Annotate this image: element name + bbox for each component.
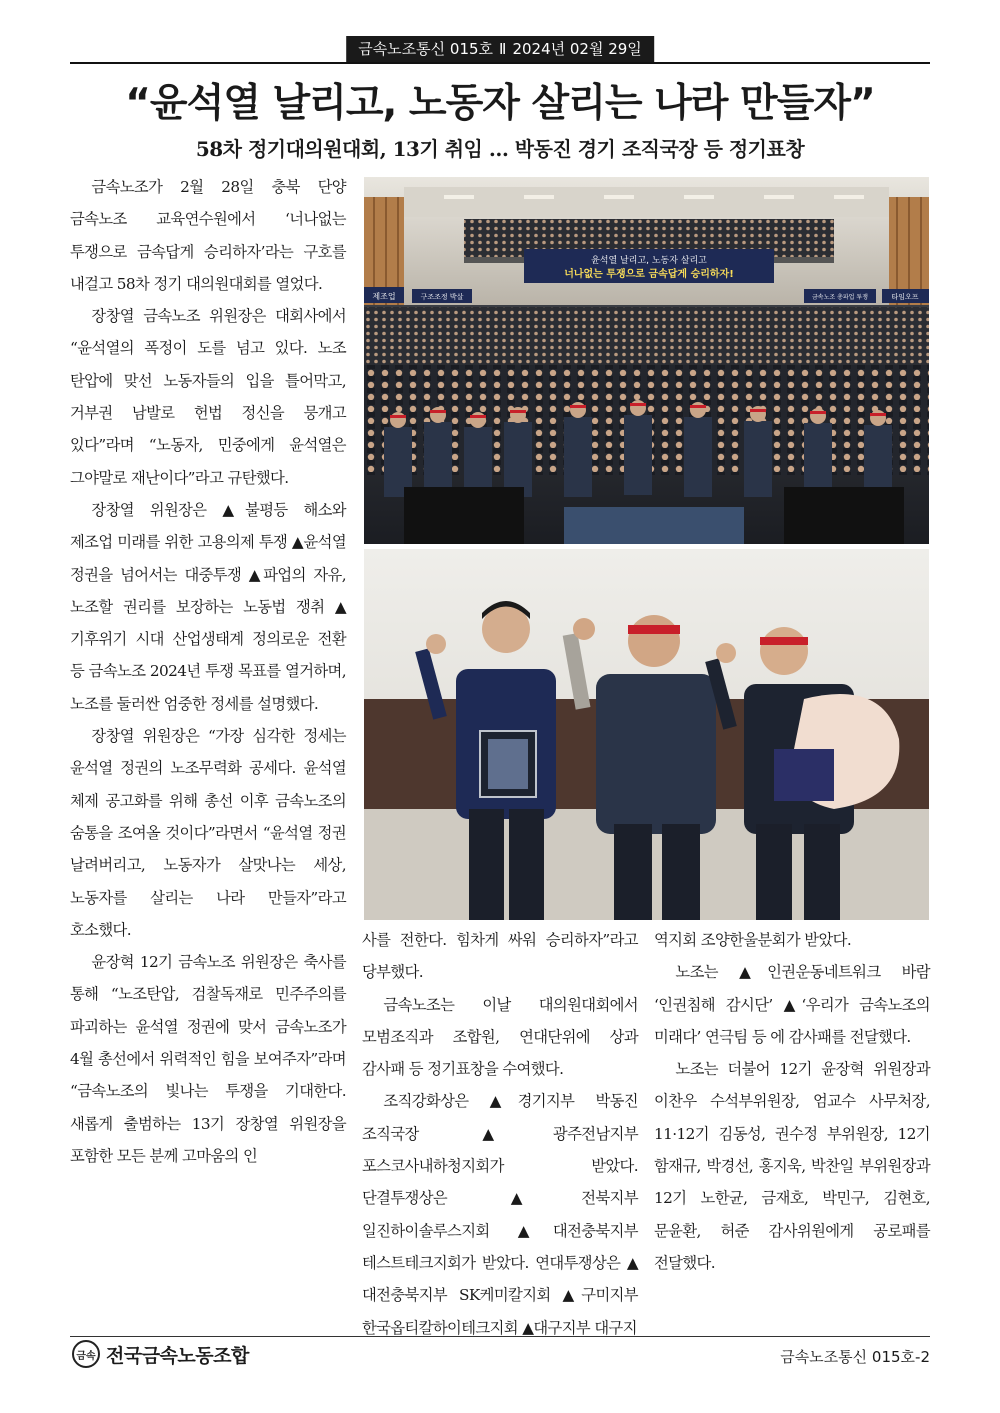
paragraph: 장창열 금속노조 위원장은 대회사에서 “윤석열의 폭정이 도를 넘고 있다. 노조 탄압에 맞선 노동자들의 입을 틀어막고, 거부권 남발로 헌법 정신을 뭉개고 있다”라며 “노동자, 민중에게 윤석열은 그야말로 재난이다”라고 규탄했다. — [70, 307, 346, 487]
paragraph: 장창열 위원장은 ▲불평등 해소와 제조업 미래를 위한 고용의제 투쟁 ▲윤석열 정권을 넘어서는 대중투쟁 ▲파업의 자유, 노조할 권리를 보장하는 노동법 쟁취 ▲기후위기 시대 산업생태계 정의로운 전환 등 금속노조 2024년 투쟁 목표를 열거하며, 노조를 둘러싼 엄중한 정세를 설명했다. — [70, 500, 346, 713]
masthead-rule — [70, 40, 930, 64]
banner-line-2: 너나없는 투쟁으로 금속답게 승리하자! — [564, 269, 734, 280]
paragraph: 역지회 조양한울분회가 받았다. — [654, 931, 852, 949]
paragraph: 금속노조는 이날 대의원대회에서 모범조직과 조합원, 연대단위에 상과 감사패 등 정기표창을 수여했다. — [362, 995, 638, 1079]
article-column-2 — [362, 924, 638, 1344]
paragraph: 노조는 더불어 12기 윤장혁 위원장과 이찬우 수석부위원장, 엄교수 사무처장, 11·12기 김동성, 권수정 부위원장, 12기 함재규, 박경선, 홍지욱, 박찬일 부위원장과 12기 노한균, 금재호, 박민구, 김현호, 문윤환, 허준 감사위원에게 공로패를 전달했다. — [654, 1060, 930, 1272]
article-column-1 — [70, 171, 346, 1172]
subheadline: 58차 정기대의원대회, 13기 취임 … 박동진 경기 조직국장 등 정기표창 — [195, 137, 805, 161]
issue-tag — [346, 36, 654, 62]
assembly-hall-illustration — [364, 177, 929, 544]
banner-line-1: 윤석열 날리고, 노동자 살리고 — [591, 256, 707, 266]
issue-date: 2024년 02월 29일 — [512, 40, 642, 58]
union-logo — [72, 1340, 249, 1368]
headline: “윤석열 날리고, 노동자 살리는 나라 만들자” — [125, 81, 875, 126]
side-banner-right-2: 타임오프 — [891, 293, 919, 301]
photo-award-ceremony — [364, 549, 929, 920]
footer-rule — [70, 1336, 930, 1337]
paragraph: 노조는 ▲인권운동네트워크 바람 ‘인권침해 감시단’ ▲‘우리가 금속노조의 미래다’ 연극팀 등 에 감사패를 전달했다. — [654, 963, 930, 1046]
union-name: 전국금속노동조합 — [106, 1344, 249, 1367]
award-ceremony-illustration — [364, 549, 929, 920]
side-banner-right: 금속노조 총파업 투쟁 — [812, 294, 868, 301]
publication-name: 금속노조통신 015호 — [358, 40, 494, 58]
page-number: 금속노조통신 015호-2 — [780, 1348, 930, 1366]
paragraph: 장창열 위원장은 “가장 심각한 정세는 윤석열 정권의 노조무력화 공세다. 윤석열 체제 공고화를 위해 총선 이후 금속노조의 숨통을 조여올 것이다”라면서 “윤석열 정권 날려버리고, 노동자가 살맛나는 세상, 노동자를 살리는 나라 만들자”라고 호소했다. — [70, 727, 346, 939]
paragraph: 윤장혁 12기 금속노조 위원장은 축사를 통해 “노조탄압, 검찰독재로 민주주의를 파괴하는 윤석열 정권에 맞서 금속노조가 4월 총선에서 위력적인 힘을 보여주자”라며 “금속노조의 빛나는 투쟁을 기대한다. 새롭게 출범하는 13기 장창열 위원장을 포함한 모든 분께 고마움의 인 — [70, 953, 346, 1165]
issue-separator: Ⅱ — [499, 40, 507, 58]
paragraph: 사를 전한다. 힘차게 싸워 승리하자”라고 당부했다. — [362, 931, 638, 982]
photo-assembly-hall — [364, 177, 929, 544]
union-emblem-icon: 금속 — [72, 1340, 100, 1368]
side-banner-left-2: 구조조정 박살 — [420, 293, 464, 301]
paragraph: 금속노조가 2월 28일 충북 단양 금속노조 교육연수원에서 ‘너나없는 투쟁으로 금속답게 승리하자’라는 구호를 내걸고 58차 정기 대의원대회를 열었다. — [70, 178, 346, 293]
article-column-3 — [654, 924, 930, 1279]
side-banner-left: 제조업 — [372, 292, 396, 301]
paragraph: 조직강화상은 ▲경기지부 박동진 조직국장 ▲광주전남지부 포스코사내하청지회가 받았다. 단결투쟁상은 ▲전북지부 일진하이솔루스지회 ▲대전충북지부 테스트테크지회가 받았다. 연대투쟁상은 ▲대전충북지부 SK케미칼지회 ▲구미지부 한국옵티칼하이테크지회 ▲대구지부 대구지 — [362, 1092, 638, 1337]
